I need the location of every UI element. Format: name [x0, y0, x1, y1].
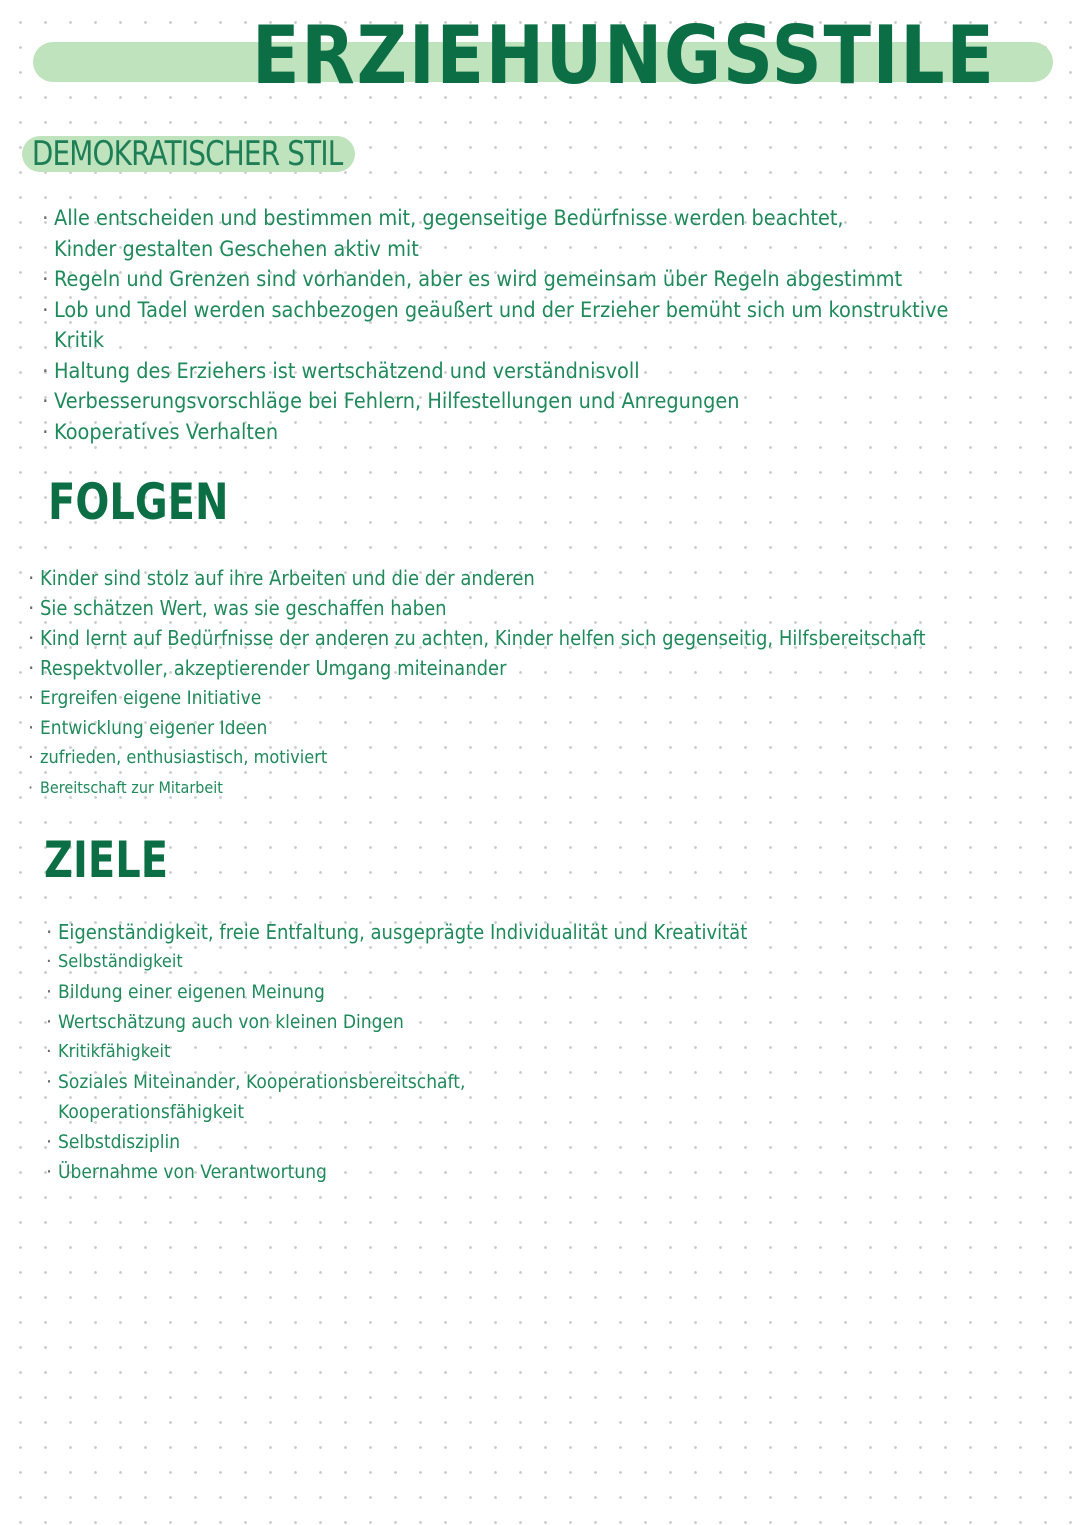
- bullet-dot-icon: ·: [28, 687, 35, 709]
- list-item: · Soziales Miteinander, Kooperationsbereitschaft,: [46, 1067, 824, 1097]
- list-item: · Haltung des Erziehers ist wertschätzend und verständnisvoll: [42, 356, 1026, 387]
- subtitle-block: [22, 132, 413, 174]
- bullet-dot-icon: ·: [42, 358, 49, 383]
- list-item: · Übernahme von Verantwortung: [46, 1157, 824, 1187]
- list-item: Kinder gestalten Geschehen aktiv mit: [54, 236, 419, 261]
- bullet-dot-icon: ·: [28, 717, 35, 739]
- list-item: · Alle entscheiden und bestimmen mit, gegenseitige Bedürfnisse werden beachtet,: [42, 203, 1026, 234]
- list-item: · Entwicklung eigener Ideen: [28, 713, 1024, 743]
- bullet-dot-icon: ·: [28, 626, 35, 650]
- list-item: · Bildung einer eigenen Meinung: [46, 977, 824, 1007]
- list-item: · Kritikfähigkeit: [46, 1037, 824, 1067]
- style-list: [42, 203, 1026, 447]
- ziele-heading: ZIELE: [44, 831, 169, 889]
- ziele-list: [46, 917, 824, 1187]
- list-item: Kritik: [54, 328, 105, 352]
- bullet-dot-icon: ·: [46, 981, 53, 1003]
- list-item: · Eigenständigkeit, freie Entfaltung, ausgeprägte Individualität und Kreativität: [46, 917, 824, 947]
- bullet-dot-icon: ·: [42, 419, 49, 444]
- list-item: · Lob und Tadel werden sachbezogen geäußert und der Erzieher bemüht sich um konstruktive: [42, 295, 1026, 326]
- bullet-dot-icon: ·: [42, 267, 49, 291]
- bullet-dot-icon: ·: [42, 389, 49, 413]
- bullet-dot-icon: ·: [46, 1071, 53, 1093]
- list-item: · Kinder sind stolz auf ihre Arbeiten und die der anderen: [28, 563, 1024, 593]
- bullet-dot-icon: ·: [42, 206, 49, 230]
- bullet-dot-icon: ·: [46, 1131, 53, 1153]
- bullet-dot-icon: ·: [28, 596, 35, 620]
- bullet-dot-icon: ·: [46, 920, 53, 944]
- bullet-dot-icon: ·: [46, 1041, 52, 1062]
- bullet-dot-icon: ·: [42, 297, 49, 322]
- list-item: · Kooperatives Verhalten: [42, 417, 1026, 448]
- folgen-list: [28, 563, 1024, 803]
- list-item: · Bereitschaft zur Mitarbeit: [28, 773, 1024, 803]
- bullet-dot-icon: ·: [46, 1011, 53, 1033]
- subtitle: DEMOKRATISCHER STIL: [31, 134, 343, 174]
- bullet-dot-icon: ·: [28, 566, 35, 590]
- bullet-dot-icon: ·: [28, 747, 34, 768]
- list-item: · Ergreifen eigene Initiative: [28, 683, 1024, 713]
- list-item: · Kind lernt auf Bedürfnisse der anderen zu achten, Kinder helfen sich gegenseitig, Hilfsbereitschaft: [28, 623, 1024, 653]
- list-item: · zufrieden, enthusiastisch, motiviert: [28, 743, 1024, 773]
- bullet-dot-icon: ·: [46, 1161, 53, 1183]
- list-item: · Regeln und Grenzen sind vorhanden, aber es wird gemeinsam über Regeln abgestimmt: [42, 264, 1026, 295]
- list-item: · Sie schätzen Wert, was sie geschaffen haben: [28, 593, 1024, 623]
- bullet-dot-icon: ·: [28, 656, 35, 680]
- list-item: · Wertschätzung auch von kleinen Dingen: [46, 1007, 824, 1037]
- list-item: · Respektvoller, akzeptierender Umgang miteinander: [28, 653, 1024, 683]
- bullet-dot-icon: ·: [28, 778, 34, 797]
- bullet-dot-icon: ·: [46, 951, 52, 972]
- page-title: ERZIEHUNGSSTILE: [252, 9, 996, 102]
- list-item: · Selbständigkeit: [46, 947, 824, 977]
- list-item: · Selbstdisziplin: [46, 1127, 824, 1157]
- list-item: · Verbesserungsvorschläge bei Fehlern, Hilfestellungen und Anregungen: [42, 386, 1026, 417]
- folgen-heading: FOLGEN: [48, 473, 229, 531]
- list-item: Kooperationsfähigkeit: [58, 1101, 245, 1123]
